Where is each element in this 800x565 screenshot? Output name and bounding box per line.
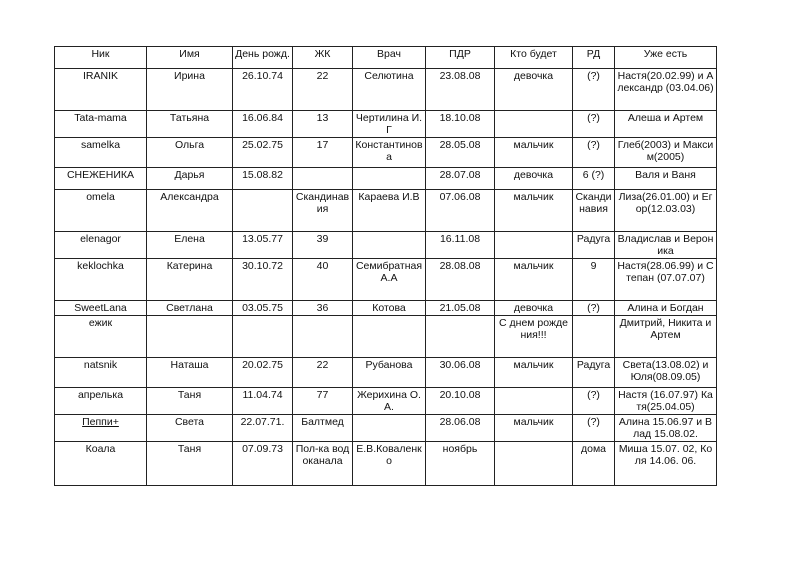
cell-maternity: (?) [573, 111, 615, 138]
cell-birthday [233, 190, 293, 232]
cell-children: Лиза(26.01.00) и Егор(12.03.03) [615, 190, 717, 232]
cell-nick: keklochka [55, 259, 147, 301]
cell-maternity: Радуга [573, 232, 615, 259]
cell-baby-gender [495, 388, 573, 415]
cell-children: Настя(20.02.99) и Александр (03.04.06) [615, 69, 717, 111]
cell-name: Таня [147, 442, 233, 486]
cell-maternity [573, 316, 615, 358]
table-row [55, 388, 717, 415]
cell-name: Света [147, 415, 233, 442]
cell-birthday: 15.08.82 [233, 168, 293, 190]
cell-baby-gender [495, 111, 573, 138]
cell-name: Дарья [147, 168, 233, 190]
cell-baby-gender: мальчик [495, 138, 573, 168]
cell-children: Алина и Богдан [615, 301, 717, 316]
cell-clinic: 77 [293, 388, 353, 415]
table-row [55, 259, 717, 301]
cell-children: Настя(28.06.99) и Степан (07.07.07) [615, 259, 717, 301]
cell-clinic [293, 168, 353, 190]
cell-nick: Коала [55, 442, 147, 486]
cell-doctor: Жерихина О.А. [353, 388, 426, 415]
cell-children: Алина 15.06.97 и Влад 15.08.02. [615, 415, 717, 442]
cell-birthday: 25.02.75 [233, 138, 293, 168]
cell-birthday: 22.07.71. [233, 415, 293, 442]
cell-baby-gender: девочка [495, 301, 573, 316]
cell-name: Ольга [147, 138, 233, 168]
cell-doctor: Караева И.В [353, 190, 426, 232]
cell-doctor [353, 168, 426, 190]
table-row [55, 168, 717, 190]
cell-nick: апрелька [55, 388, 147, 415]
cell-clinic: 40 [293, 259, 353, 301]
table-row [55, 190, 717, 232]
cell-nick: samelka [55, 138, 147, 168]
cell-due-date [426, 316, 495, 358]
cell-birthday [233, 316, 293, 358]
cell-baby-gender: С днем рождения!!! [495, 316, 573, 358]
header-baby-gender: Кто будет [495, 47, 573, 69]
cell-baby-gender [495, 232, 573, 259]
cell-doctor: Котова [353, 301, 426, 316]
cell-doctor: Рубанова [353, 358, 426, 388]
cell-clinic: 36 [293, 301, 353, 316]
cell-doctor: Константинова [353, 138, 426, 168]
cell-name: Катерина [147, 259, 233, 301]
cell-baby-gender: мальчик [495, 190, 573, 232]
table-row [55, 69, 717, 111]
cell-clinic: 22 [293, 358, 353, 388]
registry-table [54, 46, 717, 486]
cell-children: Валя и Ваня [615, 168, 717, 190]
header-maternity: РД [573, 47, 615, 69]
cell-name: Наташа [147, 358, 233, 388]
cell-baby-gender: мальчик [495, 415, 573, 442]
cell-doctor [353, 232, 426, 259]
table-row [55, 358, 717, 388]
table-row [55, 316, 717, 358]
cell-name: Татьяна [147, 111, 233, 138]
cell-children: Дмитрий, Никита и Артем [615, 316, 717, 358]
header-due-date: ПДР [426, 47, 495, 69]
cell-due-date: 23.08.08 [426, 69, 495, 111]
table-row [55, 301, 717, 316]
cell-clinic: 22 [293, 69, 353, 111]
table-row [55, 111, 717, 138]
cell-doctor [353, 415, 426, 442]
table-row [55, 138, 717, 168]
cell-nick: ежик [55, 316, 147, 358]
cell-baby-gender [495, 442, 573, 486]
header-nick: Ник [55, 47, 147, 69]
cell-clinic: 13 [293, 111, 353, 138]
cell-maternity: (?) [573, 388, 615, 415]
cell-clinic: 39 [293, 232, 353, 259]
cell-birthday: 30.10.72 [233, 259, 293, 301]
cell-name: Ирина [147, 69, 233, 111]
cell-due-date: 28.07.08 [426, 168, 495, 190]
cell-baby-gender: мальчик [495, 259, 573, 301]
cell-nick: elenagor [55, 232, 147, 259]
cell-baby-gender: девочка [495, 69, 573, 111]
header-doctor: Врач [353, 47, 426, 69]
cell-clinic: 17 [293, 138, 353, 168]
header-clinic: ЖК [293, 47, 353, 69]
cell-maternity: 9 [573, 259, 615, 301]
cell-doctor: Семибратная А.А [353, 259, 426, 301]
cell-doctor: Селютина [353, 69, 426, 111]
header-name: Имя [147, 47, 233, 69]
cell-due-date: 20.10.08 [426, 388, 495, 415]
cell-due-date: 18.10.08 [426, 111, 495, 138]
cell-nick: IRANIK [55, 69, 147, 111]
cell-nick: SweetLana [55, 301, 147, 316]
header-row [55, 47, 717, 69]
cell-birthday: 20.02.75 [233, 358, 293, 388]
cell-birthday: 16.06.84 [233, 111, 293, 138]
cell-clinic: Пол-ка водоканала [293, 442, 353, 486]
cell-nick: natsnik [55, 358, 147, 388]
table-row [55, 442, 717, 486]
cell-name: Светлана [147, 301, 233, 316]
cell-children: Алеша и Артем [615, 111, 717, 138]
cell-due-date: ноябрь [426, 442, 495, 486]
cell-nick: omela [55, 190, 147, 232]
cell-maternity: (?) [573, 69, 615, 111]
cell-nick: СНЕЖЕНИКА [55, 168, 147, 190]
cell-due-date: 21.05.08 [426, 301, 495, 316]
cell-birthday: 11.04.74 [233, 388, 293, 415]
header-children: Уже есть [615, 47, 717, 69]
cell-children: Миша 15.07. 02, Коля 14.06. 06. [615, 442, 717, 486]
cell-maternity: Скандинавия [573, 190, 615, 232]
cell-baby-gender: мальчик [495, 358, 573, 388]
cell-clinic [293, 316, 353, 358]
cell-birthday: 07.09.73 [233, 442, 293, 486]
table-row [55, 232, 717, 259]
cell-children: Глеб(2003) и Максим(2005) [615, 138, 717, 168]
cell-baby-gender: девочка [495, 168, 573, 190]
cell-doctor: Чертилина И.Г [353, 111, 426, 138]
cell-clinic: Балтмед [293, 415, 353, 442]
cell-name: Таня [147, 388, 233, 415]
cell-name: Александра [147, 190, 233, 232]
cell-birthday: 26.10.74 [233, 69, 293, 111]
cell-maternity: 6 (?) [573, 168, 615, 190]
cell-maternity: дома [573, 442, 615, 486]
header-birthday: День рожд. [233, 47, 293, 69]
table-row [55, 415, 717, 442]
cell-children: Настя (16.07.97) Катя(25.04.05) [615, 388, 717, 415]
cell-due-date: 28.05.08 [426, 138, 495, 168]
cell-due-date: 07.06.08 [426, 190, 495, 232]
cell-birthday: 13.05.77 [233, 232, 293, 259]
cell-name: Елена [147, 232, 233, 259]
cell-due-date: 30.06.08 [426, 358, 495, 388]
cell-birthday: 03.05.75 [233, 301, 293, 316]
cell-children: Владислав и Вероника [615, 232, 717, 259]
cell-maternity: (?) [573, 415, 615, 442]
cell-maternity: (?) [573, 301, 615, 316]
cell-due-date: 28.06.08 [426, 415, 495, 442]
cell-maternity: (?) [573, 138, 615, 168]
cell-name [147, 316, 233, 358]
cell-doctor [353, 316, 426, 358]
cell-due-date: 16.11.08 [426, 232, 495, 259]
cell-doctor: Е.В.Коваленко [353, 442, 426, 486]
cell-clinic: Скандинавия [293, 190, 353, 232]
cell-children: Света(13.08.02) и Юля(08.09.05) [615, 358, 717, 388]
cell-due-date: 28.08.08 [426, 259, 495, 301]
cell-nick: Tata-mama [55, 111, 147, 138]
cell-maternity: Радуга [573, 358, 615, 388]
cell-nick: Пеппи+ [55, 415, 147, 442]
